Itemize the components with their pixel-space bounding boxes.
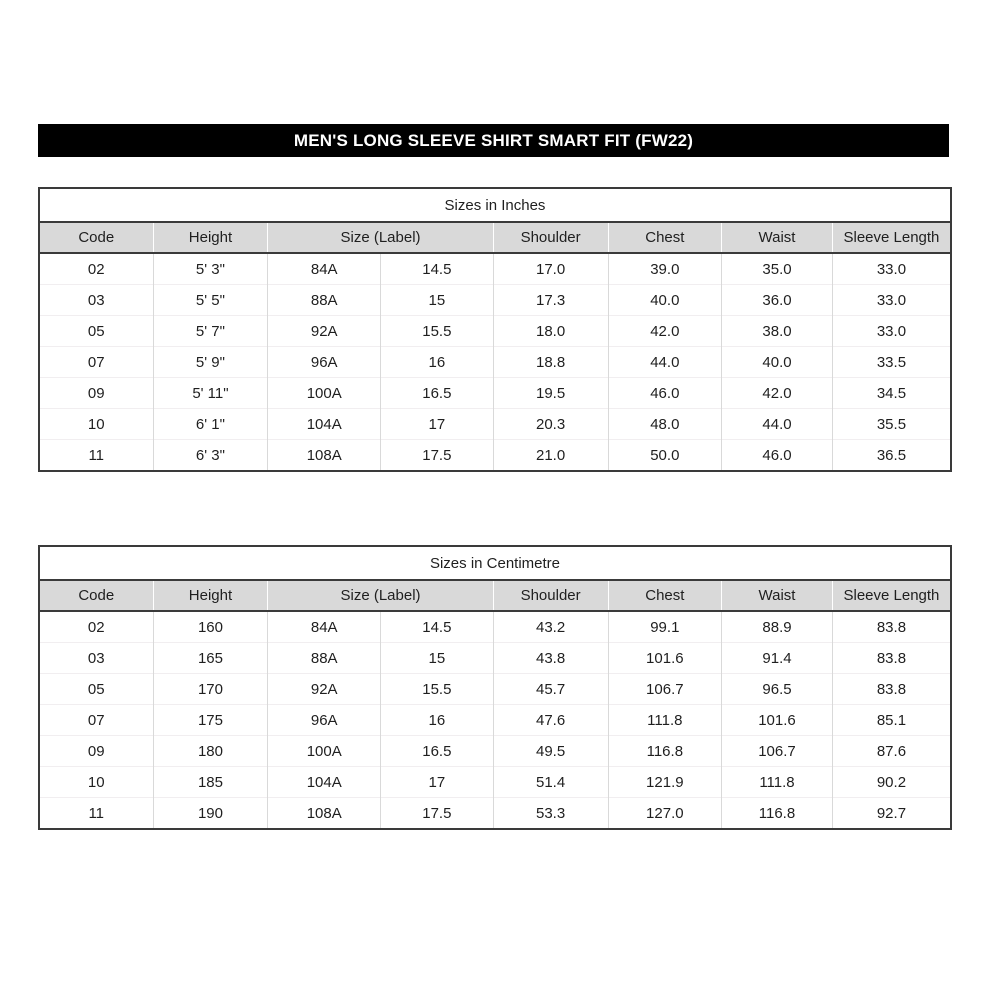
size-table-inches (38, 187, 952, 472)
column-header-code: Code (39, 580, 153, 611)
table-cell: 14.5 (381, 253, 494, 285)
table-cell: 36.0 (722, 285, 833, 316)
table-cell: 5' 5" (153, 285, 268, 316)
table-title: Sizes in Inches (39, 188, 951, 222)
table-cell: 44.0 (608, 347, 722, 378)
table-cell: 07 (39, 705, 153, 736)
table-cell: 5' 3" (153, 253, 268, 285)
table-cell: 03 (39, 285, 153, 316)
table-title-row (39, 546, 951, 580)
table-row (39, 440, 951, 472)
table-cell: 6' 3" (153, 440, 268, 472)
column-header-waist: Waist (722, 222, 833, 253)
table-cell: 46.0 (608, 378, 722, 409)
table-cell: 121.9 (608, 767, 722, 798)
table-row (39, 409, 951, 440)
table-cell: 39.0 (608, 253, 722, 285)
table-row (39, 643, 951, 674)
table-cell: 38.0 (722, 316, 833, 347)
table-cell: 44.0 (722, 409, 833, 440)
table-cell: 09 (39, 736, 153, 767)
table-cell: 11 (39, 798, 153, 830)
table-cell: 20.3 (493, 409, 608, 440)
table-cell: 35.5 (832, 409, 951, 440)
column-header-row (39, 580, 951, 611)
table-cell: 15 (381, 285, 494, 316)
table-title: Sizes in Centimetre (39, 546, 951, 580)
table-cell: 05 (39, 316, 153, 347)
table-cell: 6' 1" (153, 409, 268, 440)
table-cell: 185 (153, 767, 268, 798)
table-cell: 18.8 (493, 347, 608, 378)
table-row (39, 767, 951, 798)
table-body (39, 611, 951, 829)
table-cell: 42.0 (608, 316, 722, 347)
table-cell: 49.5 (493, 736, 608, 767)
table-cell: 50.0 (608, 440, 722, 472)
table-cell: 36.5 (832, 440, 951, 472)
table-row (39, 378, 951, 409)
table-cell: 88.9 (722, 611, 833, 643)
table-cell: 116.8 (608, 736, 722, 767)
table-row (39, 705, 951, 736)
table-cell: 53.3 (493, 798, 608, 830)
table-cell: 19.5 (493, 378, 608, 409)
table-cell: 40.0 (722, 347, 833, 378)
table-cell: 106.7 (608, 674, 722, 705)
table-cell: 106.7 (722, 736, 833, 767)
table-cell: 104A (268, 767, 381, 798)
column-header-shoulder: Shoulder (493, 580, 608, 611)
table-cell: 17.5 (381, 798, 494, 830)
table-row (39, 611, 951, 643)
table-row (39, 736, 951, 767)
size-table-centimetre (38, 545, 952, 830)
table-cell: 84A (268, 253, 381, 285)
table-cell: 101.6 (722, 705, 833, 736)
table-cell: 96.5 (722, 674, 833, 705)
table-cell: 88A (268, 285, 381, 316)
table-cell: 45.7 (493, 674, 608, 705)
table-cell: 165 (153, 643, 268, 674)
table-cell: 18.0 (493, 316, 608, 347)
table-cell: 15.5 (381, 316, 494, 347)
table-cell: 40.0 (608, 285, 722, 316)
table-cell: 108A (268, 440, 381, 472)
table-cell: 5' 11" (153, 378, 268, 409)
table-cell: 91.4 (722, 643, 833, 674)
table-title-row (39, 188, 951, 222)
table-cell: 43.8 (493, 643, 608, 674)
page-title: MEN'S LONG SLEEVE SHIRT SMART FIT (FW22) (293, 130, 694, 150)
table-cell: 33.0 (832, 316, 951, 347)
table-cell: 88A (268, 643, 381, 674)
table-cell: 99.1 (608, 611, 722, 643)
table-cell: 14.5 (381, 611, 494, 643)
column-header-sleeve-length: Sleeve Length (832, 580, 951, 611)
table-cell: 100A (268, 378, 381, 409)
table-cell: 16 (381, 347, 494, 378)
table-cell: 92A (268, 674, 381, 705)
table-row (39, 347, 951, 378)
column-header-row (39, 222, 951, 253)
table-cell: 96A (268, 347, 381, 378)
table-cell: 83.8 (832, 674, 951, 705)
table-cell: 48.0 (608, 409, 722, 440)
table-cell: 16.5 (381, 378, 494, 409)
table-row (39, 285, 951, 316)
table-cell: 100A (268, 736, 381, 767)
table-cell: 17.3 (493, 285, 608, 316)
table-cell: 5' 9" (153, 347, 268, 378)
table-cell: 02 (87, 618, 105, 636)
table-cell: 101.6 (608, 643, 722, 674)
table-cell: 10 (39, 409, 153, 440)
table-cell: 17 (381, 409, 494, 440)
table-cell: 90.2 (832, 767, 951, 798)
column-header-chest: Chest (608, 580, 722, 611)
table-row (39, 253, 951, 285)
table-cell: 92.7 (832, 798, 951, 830)
table-cell: 21.0 (493, 440, 608, 472)
table-cell: 34.5 (832, 378, 951, 409)
table-cell: 51.4 (493, 767, 608, 798)
column-header-height: Height (153, 222, 268, 253)
table-cell: 83.8 (832, 643, 951, 674)
table-cell: 180 (153, 736, 268, 767)
table-cell: 07 (39, 347, 153, 378)
table-cell: 35.0 (722, 253, 833, 285)
table-cell: 111.8 (722, 767, 833, 798)
column-header-sleeve-length: Sleeve Length (832, 222, 951, 253)
table-cell: 116.8 (722, 798, 833, 830)
table-row (39, 798, 951, 830)
table-cell: 83.8 (832, 611, 951, 643)
table-cell: 5' 7" (153, 316, 268, 347)
column-header-code: Code (39, 222, 153, 253)
table-cell: 03 (39, 643, 153, 674)
column-header-waist: Waist (722, 580, 833, 611)
table-cell: 11 (39, 440, 153, 472)
table-cell: 43.2 (493, 611, 608, 643)
column-header-shoulder: Shoulder (493, 222, 608, 253)
table-cell: 85.1 (832, 705, 951, 736)
table-cell: 02 (87, 260, 105, 278)
table-cell: 160 (153, 611, 268, 643)
table-cell: 17.0 (493, 253, 608, 285)
table-cell: 170 (153, 674, 268, 705)
table-cell: 33.5 (832, 347, 951, 378)
table-cell: 127.0 (608, 798, 722, 830)
table-cell: 108A (268, 798, 381, 830)
table-cell: 84A (268, 611, 381, 643)
column-header-size-label: Size (Label) (268, 580, 493, 611)
table-cell: 09 (39, 378, 153, 409)
table-cell: 92A (268, 316, 381, 347)
table-cell: 46.0 (722, 440, 833, 472)
table-cell: 10 (39, 767, 153, 798)
table-body (39, 253, 951, 471)
table-cell: 33.0 (832, 253, 951, 285)
table-cell: 42.0 (722, 378, 833, 409)
table-cell: 05 (39, 674, 153, 705)
table-cell: 15 (381, 643, 494, 674)
table-cell: 15.5 (381, 674, 494, 705)
column-header-size-label: Size (Label) (268, 222, 493, 253)
table-row (39, 674, 951, 705)
table-cell: 17.5 (381, 440, 494, 472)
table-cell: 111.8 (608, 705, 722, 736)
table-cell: 87.6 (832, 736, 951, 767)
table-cell: 16 (381, 705, 494, 736)
table-cell: 175 (153, 705, 268, 736)
table-cell: 16.5 (381, 736, 494, 767)
table-cell: 33.0 (832, 285, 951, 316)
title-banner (38, 124, 949, 157)
column-header-chest: Chest (608, 222, 722, 253)
table-cell: 17 (381, 767, 494, 798)
table-row (39, 316, 951, 347)
table-cell: 96A (268, 705, 381, 736)
table-cell: 104A (268, 409, 381, 440)
column-header-height: Height (153, 580, 268, 611)
table-cell: 47.6 (493, 705, 608, 736)
table-cell: 190 (153, 798, 268, 830)
